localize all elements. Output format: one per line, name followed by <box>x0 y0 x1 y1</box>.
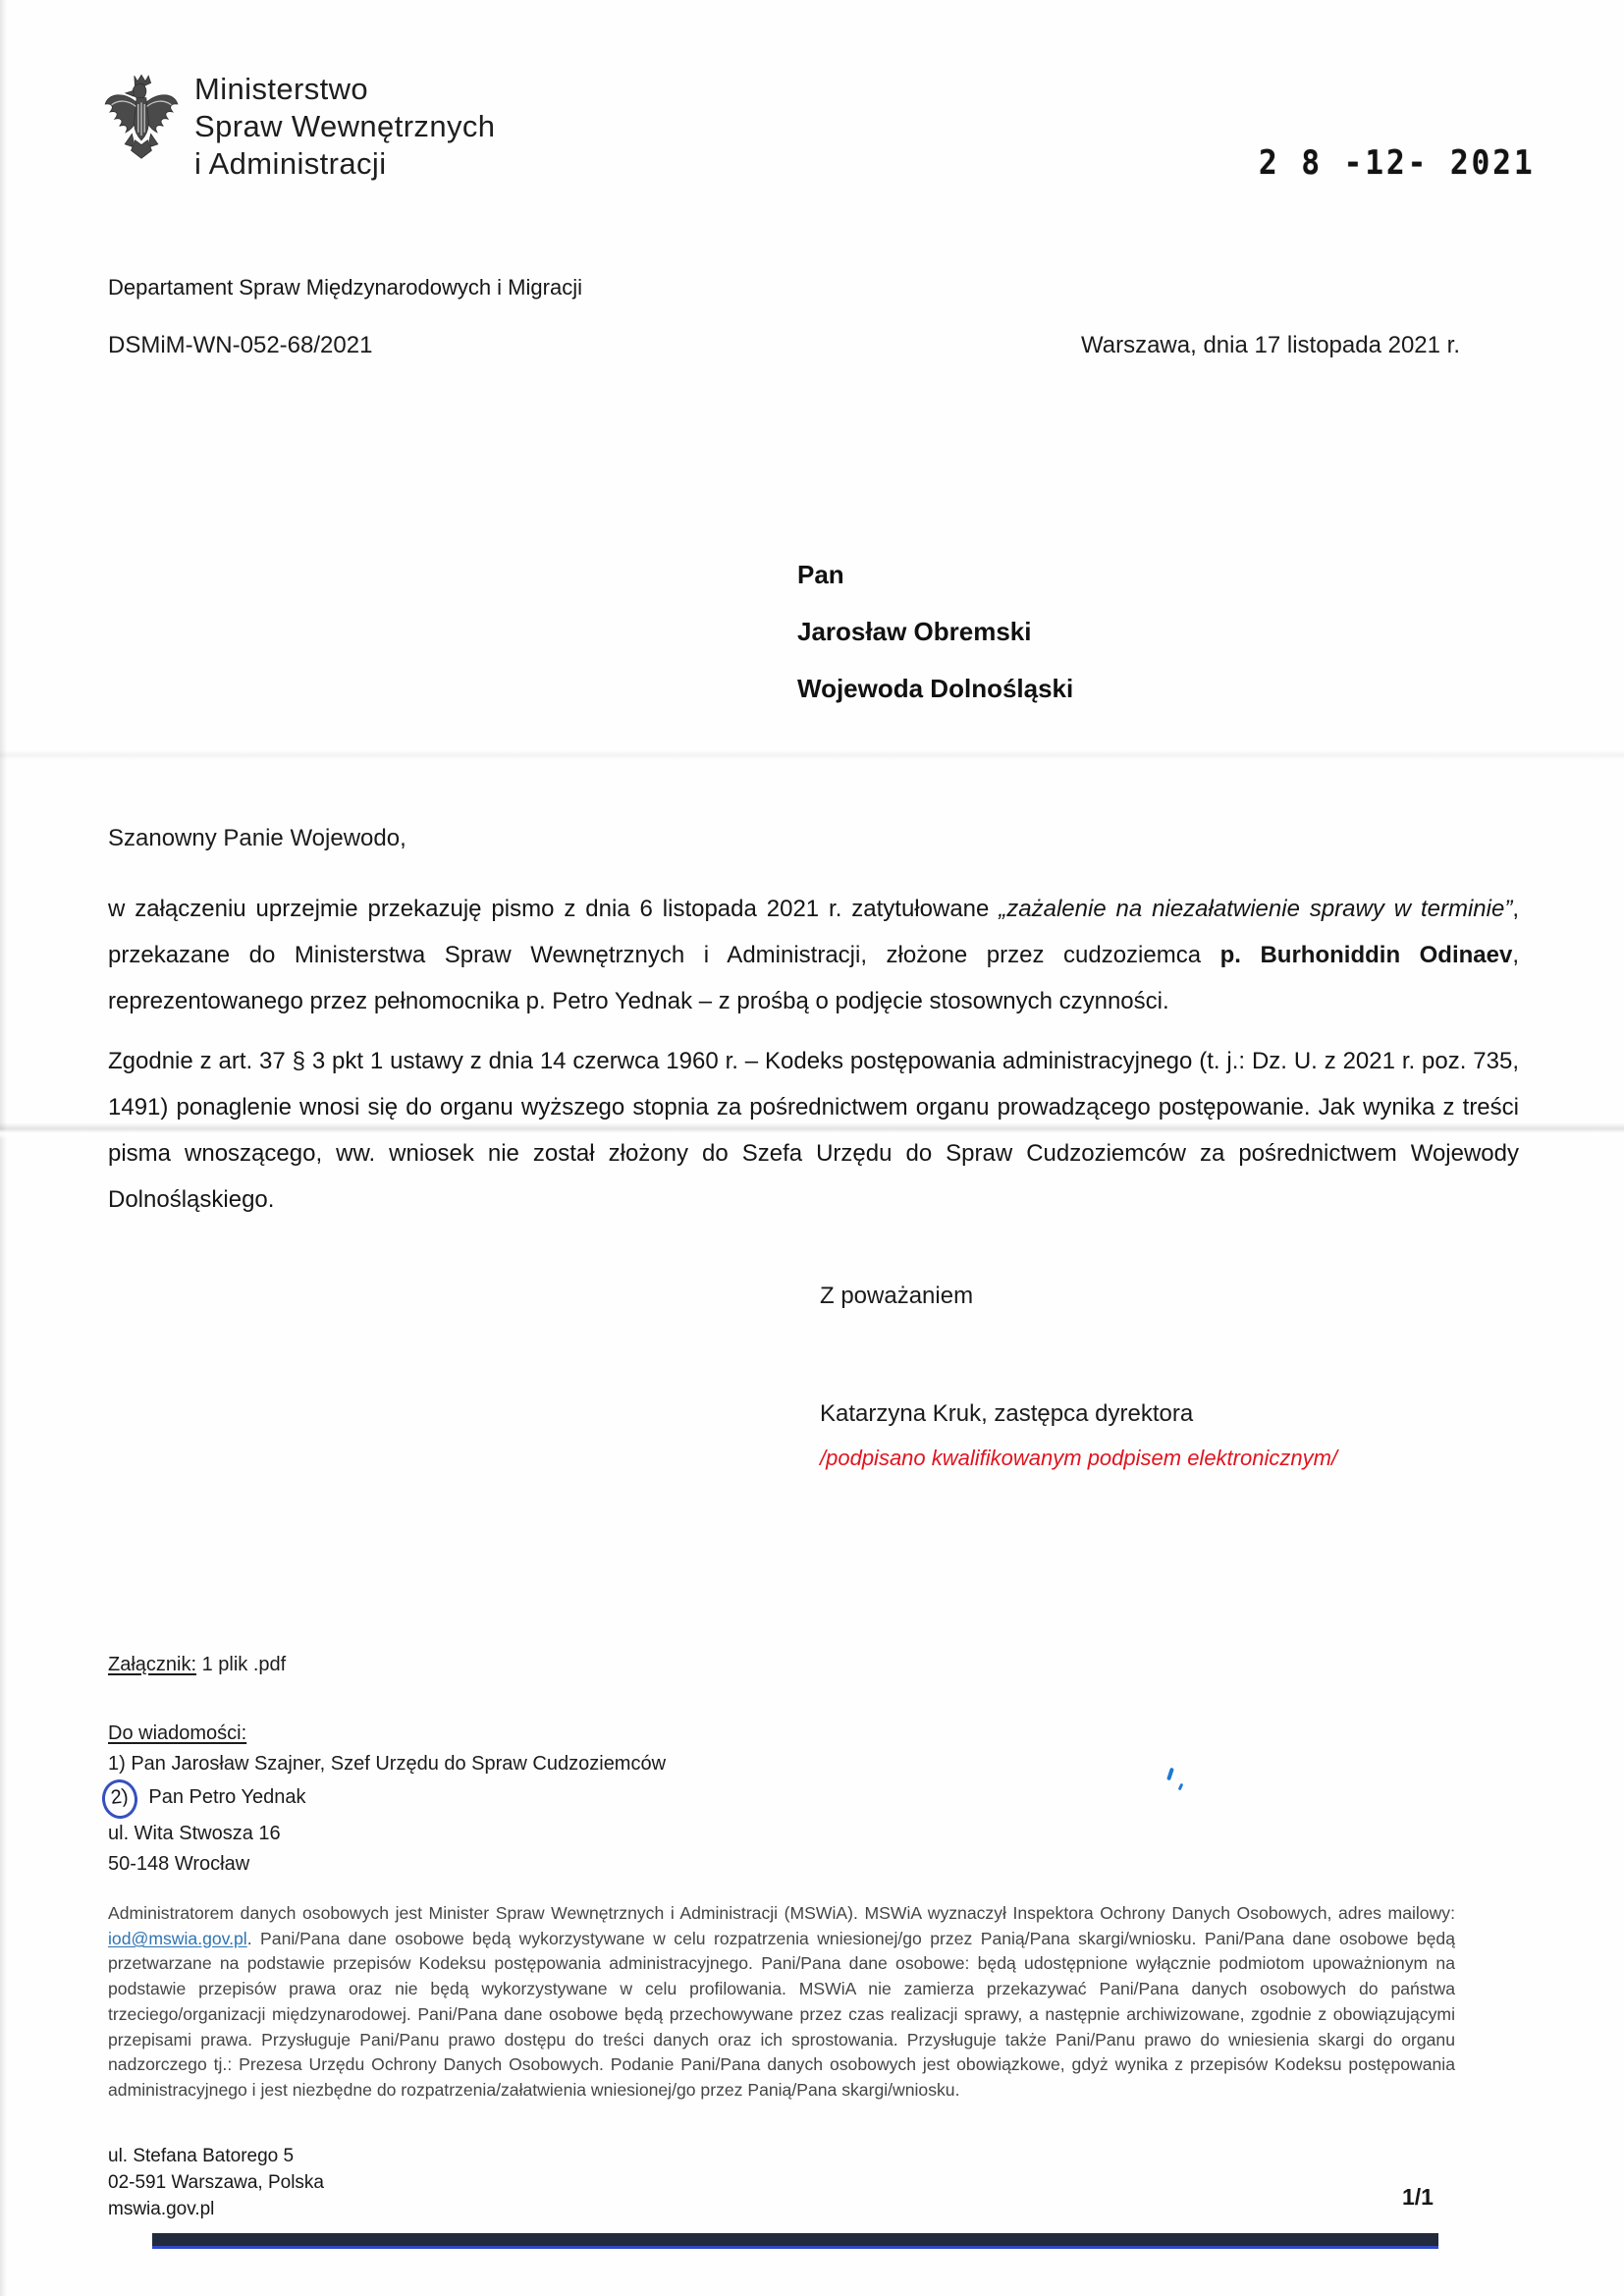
attachment-label: Załącznik: <box>108 1654 197 1675</box>
attachment-value: 1 plik .pdf <box>196 1654 287 1675</box>
p1-foreigner-name: p. Burhoniddin Odinaev <box>1219 942 1513 968</box>
paragraph-1 <box>108 886 1519 1024</box>
place-and-date: Warszawa, dnia 17 listopada 2021 r. <box>1080 332 1460 358</box>
ministry-line-3: i Administracji <box>194 146 387 181</box>
valediction: Z poważaniem <box>820 1283 974 1309</box>
privacy-text-a: Administratorem danych osobowych jest Minister Spraw Wewnętrznych i Administracji (MSWiA). MSWiA wyznaczył Inspektora Ochrony Danych Osobowych, adres mailowy: <box>108 1903 1455 1923</box>
footer-city: 02-591 Warszawa, Polska <box>108 2172 325 2193</box>
department-name: Departament Spraw Międzynarodowych i Migracji <box>108 275 582 300</box>
privacy-notice <box>108 1901 1455 2104</box>
blue-pen-tick-mark <box>1166 1768 1186 1793</box>
reference-number: DSMiM-WN-052-68/2021 <box>108 332 373 358</box>
distribution-item-2-city: 50-148 Wrocław <box>108 1853 250 1875</box>
p1-text-a: w załączeniu uprzejmie przekazuję pismo z dnia 6 listopada 2021 r. zatytułowane <box>108 896 1000 922</box>
addressee-name: Jarosław Obremski <box>797 617 1032 646</box>
footer-address-block <box>108 2143 324 2222</box>
privacy-text-b: . Pani/Pana dane osobowe będą wykorzystywane w celu rozpatrzenia wniesionej/go przez Panią/Pana skargi/wniosku. Pani/Pana dane osobowe będą przetwarzane na podstawie przepisów Kodeksu postępowania administracyjnego. Pani/Pana dane osobowe: będą udostępnione wyłącznie podmiotom upoważnionym na podstawie przepisów prawa oraz nie będą wykorzystywane w celu profilowania. MSWiA nie zamierza przekazywać Pani/Pana danych osobowych do państwa trzeciego/organizacji międzynarodowej. Pani/Pana dane osobowe będą przechowywane przez czas realizacji sprawy, a następnie archiwizowane, zgodnie z obowiązującymi przepisami prawa. Przysługuje Pani/Panu prawo dostępu do treści danych oraz ich sprostowania. Przysługuje także Pani/Panu prawo do wniesienia skargi do organu nadzorczego tj.: Prezesa Urzędu Ochrony Danych Osobowych. Podanie Pani/Pana danych osobowych jest obowiązkowe, gdyż wynika z przepisów Kodeksu postępowania administracyjnego i jest niezbędne do rozpatrzenia/załatwienia wniesionej/go przez Panią/Pana skargi/wniosku. <box>108 1928 1455 2100</box>
footer-divider-bar <box>152 2233 1438 2249</box>
signer-name-title: Katarzyna Kruk, zastępca dyrektora <box>820 1400 1194 1427</box>
received-date-stamp: 2 8 -12- 2021 <box>1259 143 1536 183</box>
salutation: Szanowny Panie Wojewodo, <box>108 825 406 851</box>
distribution-list <box>108 1719 666 1880</box>
scan-edge-shadow <box>0 0 7 2296</box>
ministry-line-1: Ministerstwo <box>194 72 369 106</box>
p1-quoted-title: „zażalenie na niezałatwienie sprawy w terminie” <box>999 896 1513 922</box>
distribution-item-2-street: ul. Wita Stwosza 16 <box>108 1823 281 1844</box>
iod-email-link[interactable]: iod@mswia.gov.pl <box>108 1928 247 1948</box>
p1-text-b: , przekazane do Ministerstwa Spraw Wewnętrznych i Administracji, złożone przez cudzoziemca <box>108 896 1519 968</box>
ministry-name <box>194 71 495 183</box>
blue-ink-circle: 2) <box>100 1777 139 1821</box>
p1-text-c: , reprezentowanego przez pełnomocnika p. Petro Yednak – z prośbą o podjęcie stosownych czynności. <box>108 942 1519 1014</box>
electronic-signature-note: /podpisano kwalifikowanym podpisem elektronicznym/ <box>820 1446 1338 1470</box>
paragraph-2: Zgodnie z art. 37 § 3 pkt 1 ustawy z dnia 14 czerwca 1960 r. – Kodeks postępowania administracyjnego (t. j.: Dz. U. z 2021 r. poz. 735, 1491) ponaglenie wnosi się do organu wyższego stopnia za pośrednictwem organu prowadzącego postępowanie. Jak wynika z treści pisma wnoszącego, ww. wniosek nie został złożony do Szefa Urzędu do Spraw Cudzoziemców za pośrednictwem Wojewody Dolnośląskiego. <box>108 1048 1519 1213</box>
addressee-honorific: Pan <box>797 560 844 589</box>
reference-row <box>108 332 1460 359</box>
distribution-item-2 <box>108 1779 666 1819</box>
footer-website: mswia.gov.pl <box>108 2199 215 2219</box>
addressee-block <box>797 546 1073 717</box>
distribution-item-1: 1) Pan Jarosław Szajner, Szef Urzędu do Spraw Cudzoziemców <box>108 1753 667 1775</box>
letterhead <box>102 69 495 183</box>
page-number: 1/1 <box>1402 2184 1434 2210</box>
ministry-line-2: Spraw Wewnętrznych <box>194 109 496 143</box>
attachment-line <box>108 1654 286 1676</box>
scan-crease-upper <box>0 750 1624 760</box>
distribution-label: Do wiadomości: <box>108 1722 247 1744</box>
addressee-title: Wojewoda Dolnośląski <box>797 674 1074 703</box>
footer-street: ul. Stefana Batorego 5 <box>108 2146 295 2166</box>
polish-eagle-icon <box>102 69 181 171</box>
distribution-item-2-name: Pan Petro Yednak <box>142 1786 306 1808</box>
letter-body <box>108 886 1519 1223</box>
